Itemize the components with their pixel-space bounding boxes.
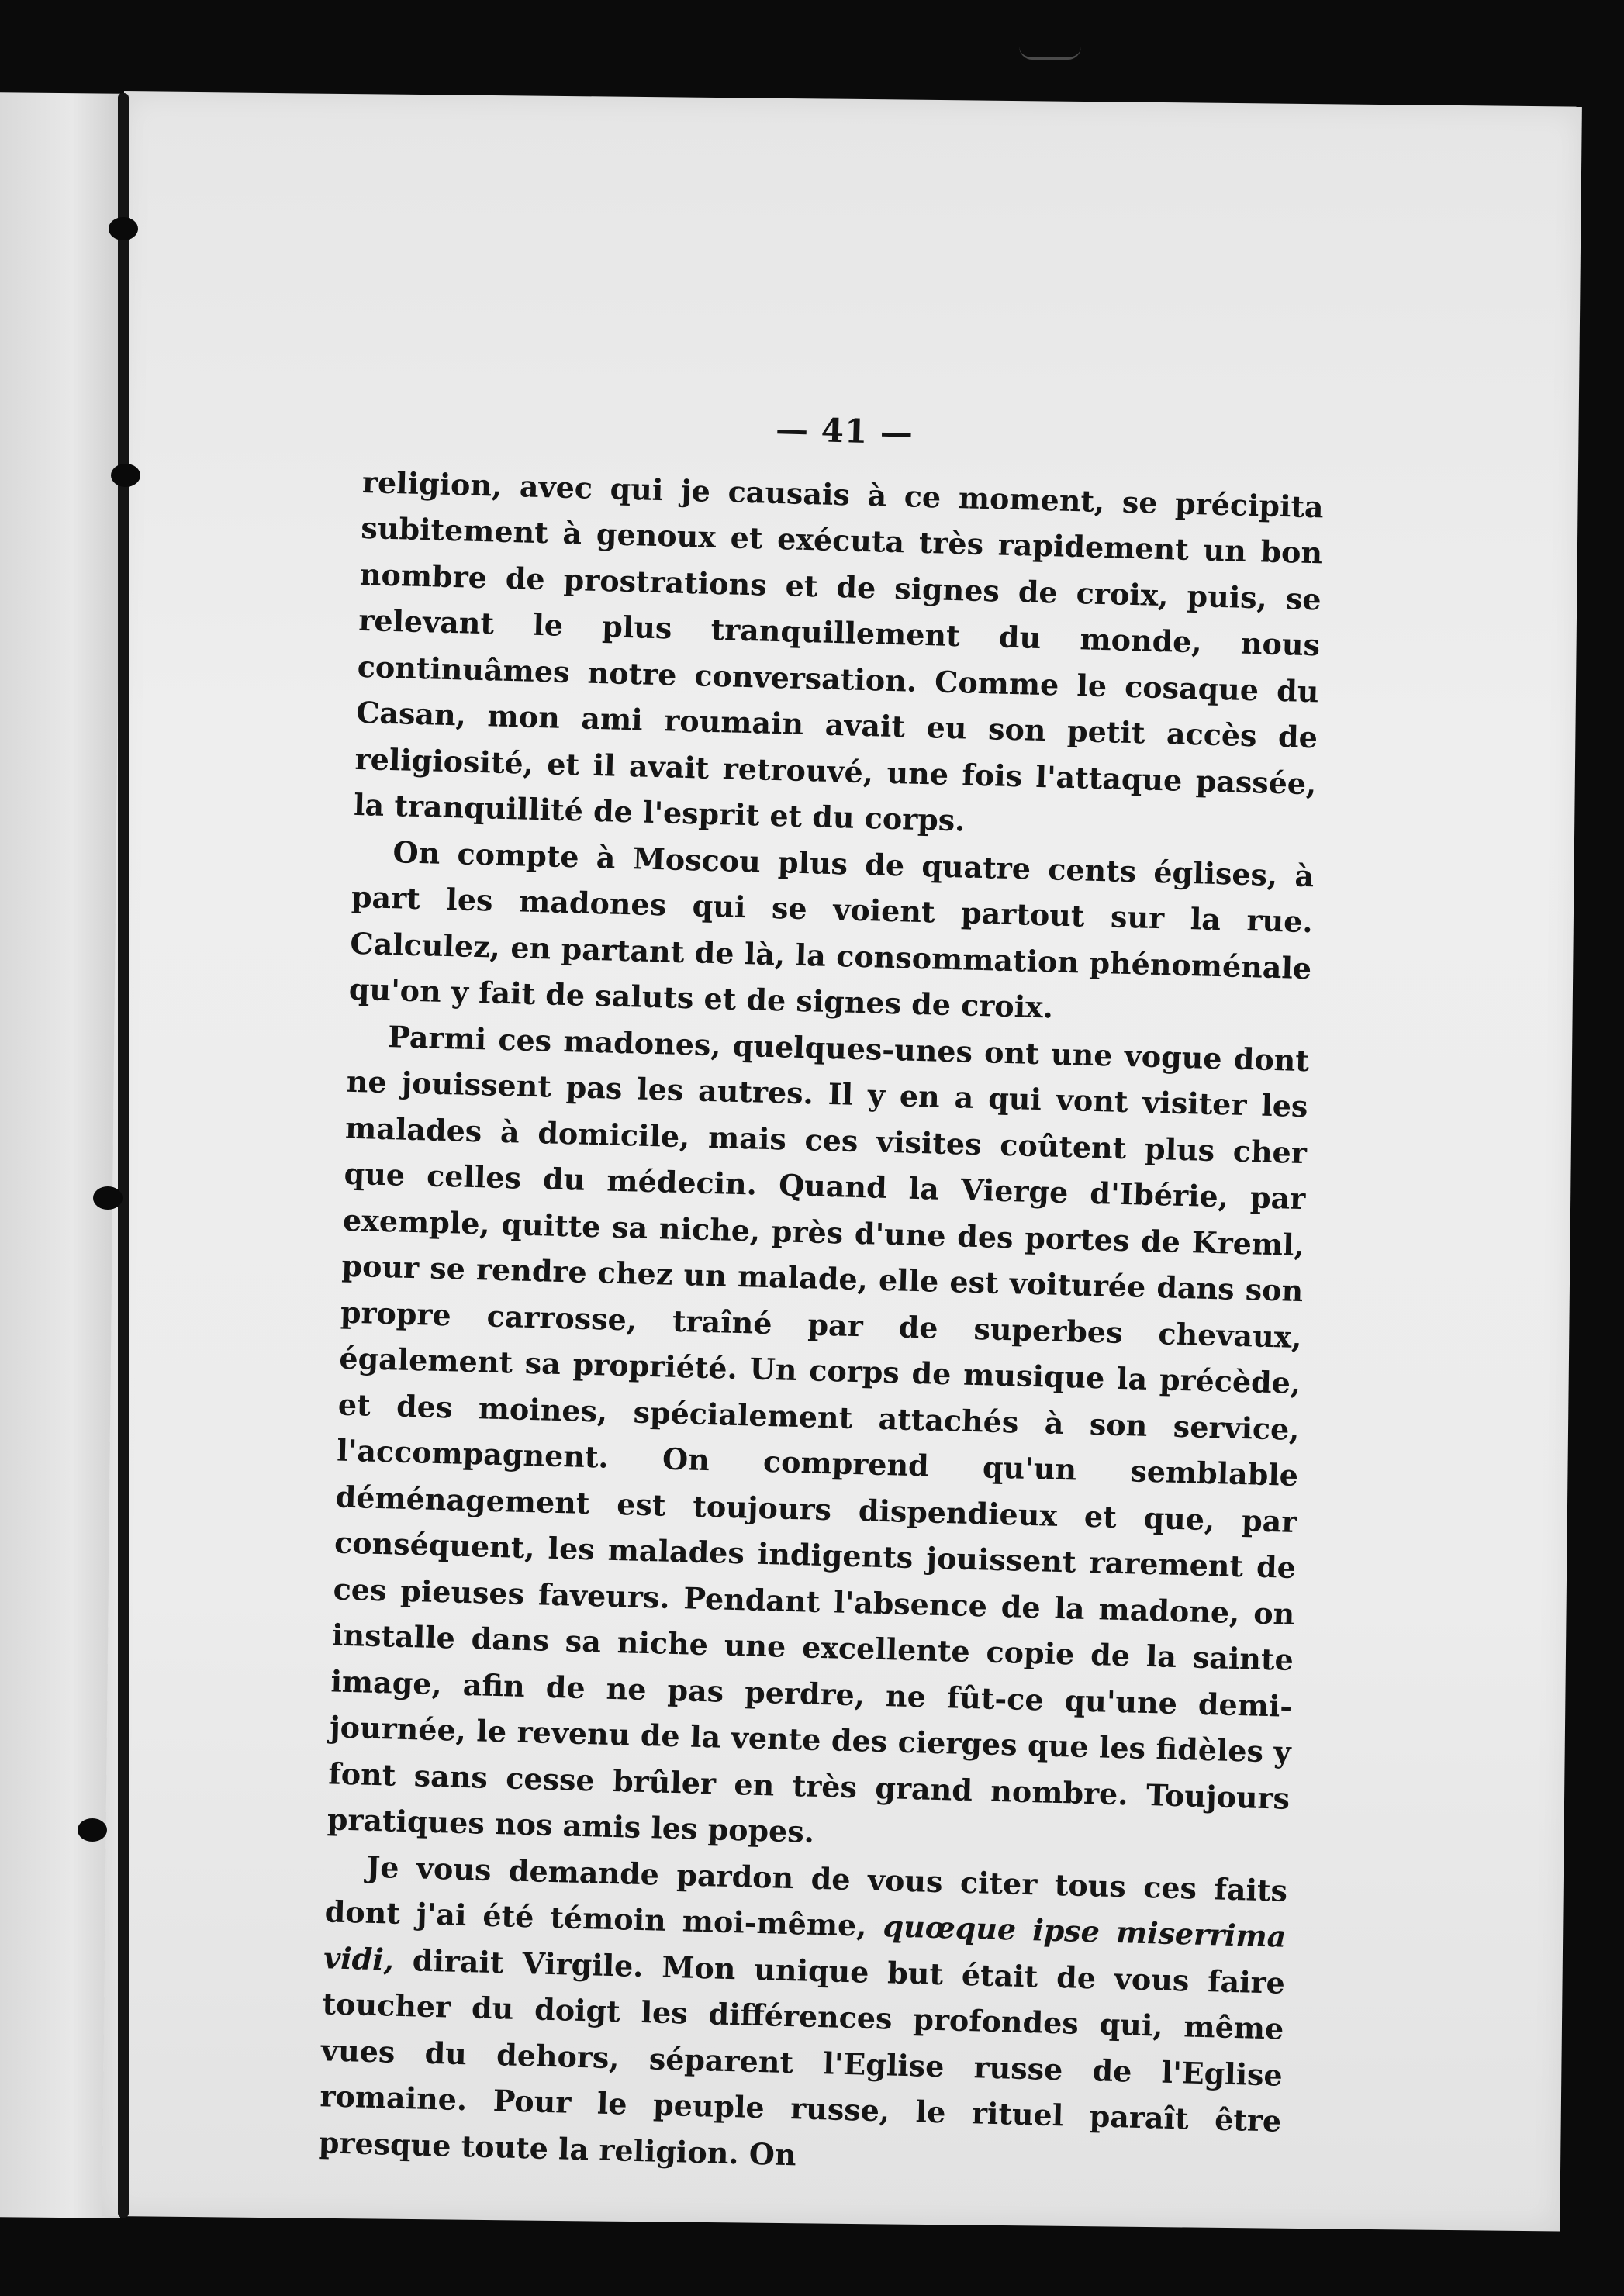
paragraph-1: religion, avec qui je causais à ce moment, se précipita subitement à genoux et exécuta très rapidement un bon nombre de prostrations et de signes de croix, puis, se relevant le plus tranquillement du monde, nous continuâmes notre conversation. Comme le cosaque du Casan, mon ami roumain avait eu son petit accès de religiosité, et il avait retrouvé, une fois l'attaque passée, la tranquillité de l'esprit et du corps. (353, 464, 1325, 838)
binding-stitch (78, 1818, 107, 1842)
facing-page-edge (0, 92, 120, 2218)
paragraph-2: On compte à Moscou plus de quatre cents églises, à part les madones qui se voient partout sur la rue. Calculez, en partant de là, la consommation phénoménale qu'on y fait de saluts et de signes de croix. (348, 834, 1315, 1025)
binding-stitch (111, 464, 140, 487)
binding-stitch (109, 217, 138, 240)
paragraph-4-end: dirait Virgile. Mon unique but était de vous faire toucher du doigt les différences profondes qui, même vues du dehors, séparent l'Eglise russe de l'Eglise romaine. Pour le peuple russe, le rituel paraît être presque toute la religion. On (318, 1942, 1286, 2172)
binding-thread (118, 93, 129, 2218)
binding-stitch (93, 1186, 123, 1210)
scan-corner-mark (1019, 47, 1081, 60)
paragraph-3: Parmi ces madones, quelques-unes ont une vogue dont ne jouissent pas les autres. Il y en a qui vont visiter les malades à domicile, mais ces visites coûtent plus cher que celles du médecin. Quand la Vierge d'Ibérie, par exemple, quitte sa niche, près d'une des portes de Kreml, pour se rendre chez un malade, elle est voiturée dans son propre carrosse, traîné par de superbes chevaux, également sa propriété. Un corps de musique la précède, et des moines, spécialement attachés à son service, l'accompagnent. On comprend qu'un semblable déménagement est toujours dispendieux et que, par conséquent, les malades indigents jouissent rarement de ces pieuses faveurs. Pendant l'absence de la madone, on installe dans sa niche une excellente copie de la sainte image, afin de ne pas perdre, ne fût-ce qu'une demi-journée, le revenu de la vente des cierges que les fidèles y font sans cesse brûler en très grand nombre. Toujours pratiques nos amis les popes. (327, 1018, 1310, 1849)
paragraph-4 (318, 1842, 1287, 2191)
page-number: — 41 — (775, 409, 914, 452)
paragraph-4-start: Je vous demande pardon de vous citer tous ces faits dont j'ai été témoin moi-même, (324, 1849, 1288, 1944)
page-text (318, 395, 1325, 2191)
latin-quote: quœque ipse miserrima vidi, (323, 1908, 1287, 1977)
